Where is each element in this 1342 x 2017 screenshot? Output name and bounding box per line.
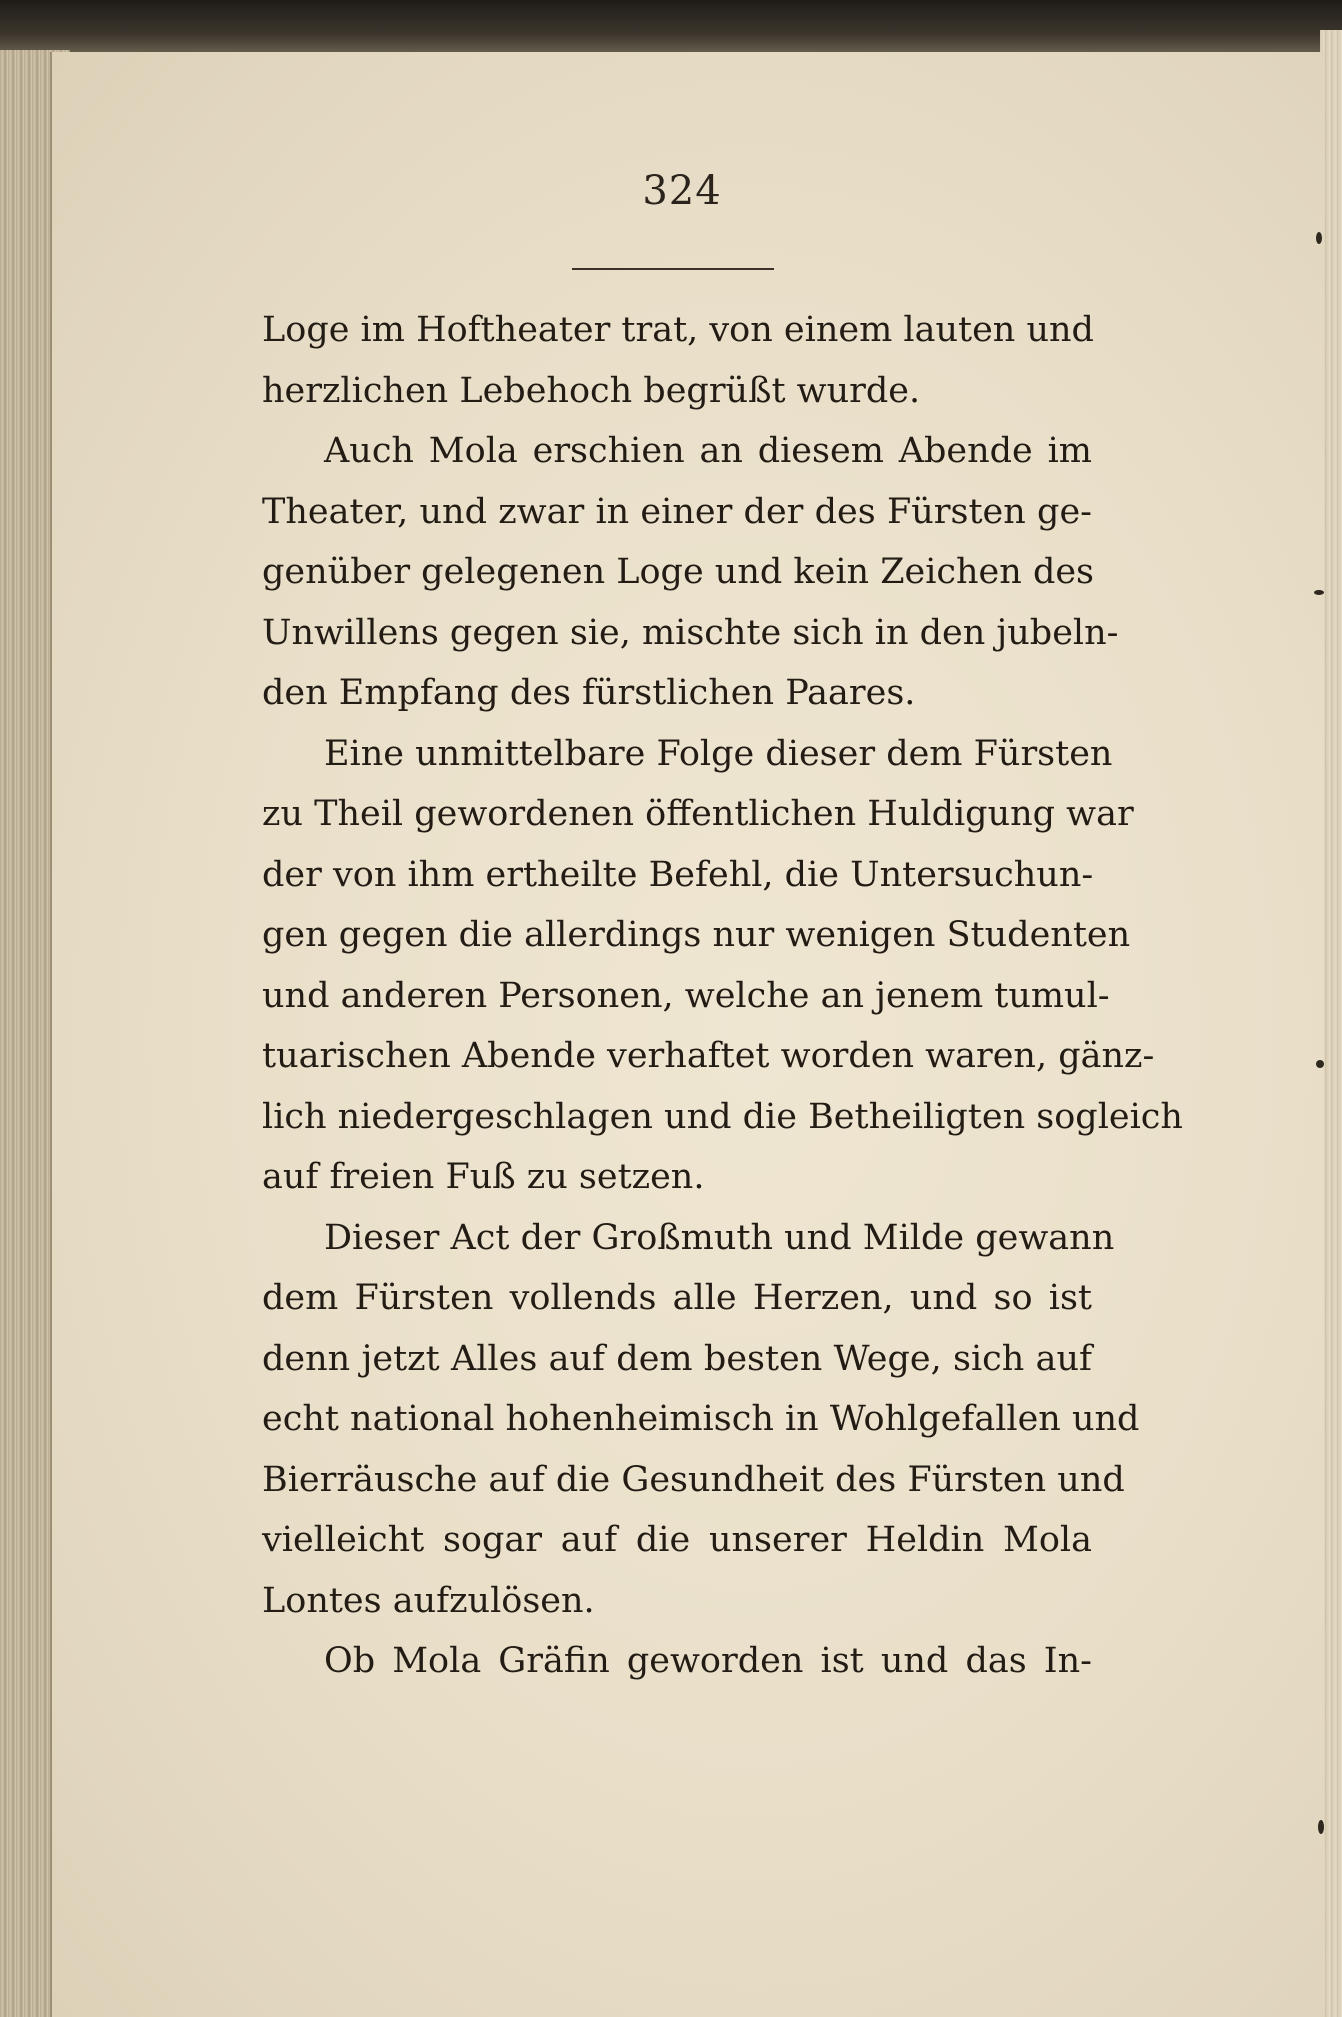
text-line: denn jetzt Alles auf dem besten Wege, sich auf — [262, 1338, 1092, 1379]
text-line: gen gegen die allerdings nur wenigen Studenten — [262, 915, 1131, 955]
text-line: Unwillens gegen sie, mischte sich in den jubeln- — [262, 612, 1119, 653]
text-line: zu Theil gewordenen öffentlichen Huldigung war — [262, 794, 1134, 834]
text-line: echt national hohenheimisch in Wohlgefallen und — [262, 1399, 1140, 1439]
text-line: den Empfang des fürstlichen Paares. — [262, 673, 916, 713]
text-line: Eine unmittelbare Folge dieser dem Fürsten — [324, 733, 1113, 774]
body-text — [262, 300, 1183, 1692]
text-line: Loge im Hoftheater trat, von einem lauten und — [262, 310, 1094, 350]
text-line: herzlichen Lebehoch begrüßt wurde. — [262, 370, 921, 411]
paper-speck — [1316, 232, 1322, 244]
scan-top-shadow — [0, 0, 1342, 56]
text-line: Bierräusche auf die Gesundheit des Fürsten und — [262, 1459, 1125, 1500]
text-line: und anderen Personen, welche an jenem tumul- — [262, 975, 1110, 1016]
page-number: 324 — [642, 168, 722, 214]
text-line: vielleicht sogar auf die unserer Heldin Mola — [262, 1520, 1092, 1560]
text-line: genüber gelegenen Loge und kein Zeichen des — [262, 552, 1095, 592]
header-rule — [572, 268, 774, 270]
text-line: Theater, und zwar in einer der des Fürsten ge- — [262, 491, 1092, 532]
text-line: auf freien Fuß zu setzen. — [262, 1157, 705, 1197]
text-line: Auch Mola erschien an diesem Abende im — [324, 431, 1092, 471]
text-line: der von ihm ertheilte Befehl, die Untersuchun- — [262, 854, 1094, 895]
text-line: Ob Mola Gräfin geworden ist und das In- — [324, 1641, 1092, 1681]
paper-speck — [1318, 1820, 1324, 1834]
text-line: Dieser Act der Großmuth und Milde gewann — [324, 1217, 1115, 1258]
paper-speck — [1314, 590, 1324, 595]
text-line: lich niedergeschlagen und die Betheiligten sogleich — [262, 1096, 1183, 1137]
text-line: Lontes aufzulösen. — [262, 1580, 595, 1621]
text-line: tuarischen Abende verhaftet worden waren, gänz- — [262, 1036, 1155, 1076]
text-line: dem Fürsten vollends alle Herzen, und so ist — [262, 1278, 1092, 1318]
paper-speck — [1316, 1060, 1324, 1068]
